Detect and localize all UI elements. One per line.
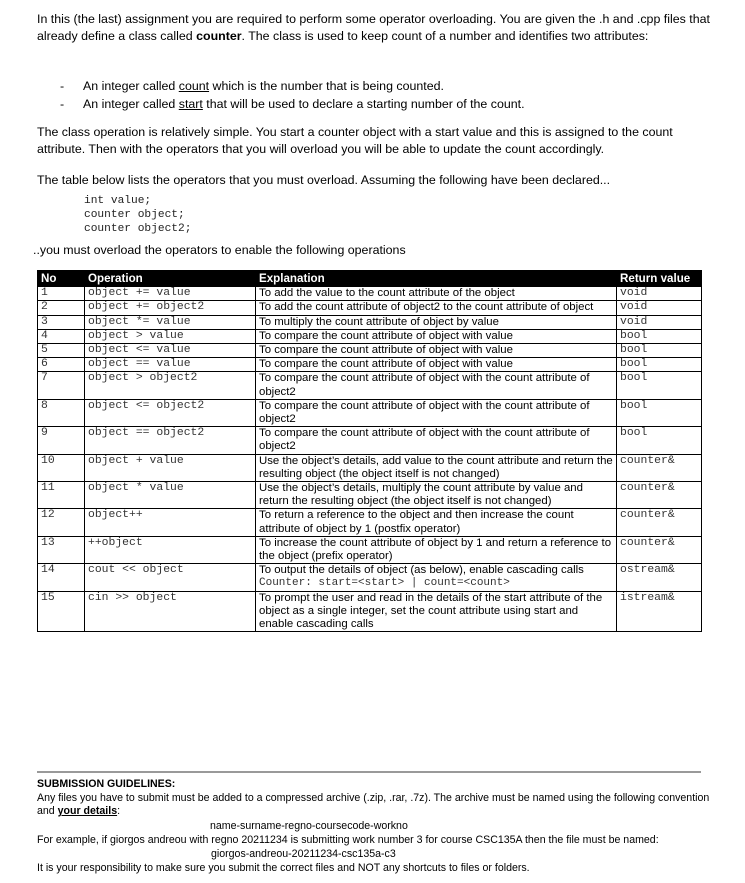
table-row (38, 399, 702, 426)
row-return-value: bool (617, 427, 702, 454)
row-explanation-text: To compare the count attribute of object with the count attribute of object2 (259, 372, 590, 398)
bullet-dash: - (60, 97, 65, 111)
guidelines-your-details: your details (57, 805, 118, 817)
responsibility-note: It is your responsibility to make sure you submit the correct files and NOT any shortcuts to files or folders. (37, 862, 530, 874)
operators-table (37, 270, 702, 632)
attribute-list (60, 77, 525, 113)
row-number: 15 (38, 591, 85, 632)
row-explanation (256, 427, 617, 454)
list-item-term: start (178, 97, 203, 111)
row-explanation-text: Use the object’s details, multiply the count attribute by value and return the resulting object (the object itself is not changed) (259, 482, 583, 508)
row-return-value: bool (617, 399, 702, 426)
row-operation: cout << object (85, 564, 256, 591)
row-return-value: bool (617, 344, 702, 358)
row-return-value: bool (617, 329, 702, 343)
table-row (38, 329, 702, 343)
table-body (38, 287, 702, 632)
naming-example: For example, if giorgos andreou with regno 20211234 is submitting work number 3 for course CSC135A then the file must be named: (37, 834, 659, 846)
list-item-after: which is the number that is being counted. (209, 79, 444, 93)
code-line: int value; (84, 195, 152, 207)
list-item-term: count (178, 79, 210, 93)
code-line: counter object2; (84, 223, 192, 235)
operation-paragraph: The class operation is relatively simple. You start a counter object with a start value and this is assigned to the count attribute. Then with the operators that you will overload you will be able to update the count accordingly. (37, 125, 673, 157)
row-explanation-text: To compare the count attribute of object with the count attribute of object2 (259, 427, 590, 453)
row-operation: object + value (85, 454, 256, 481)
row-explanation-text: To return a reference to the object and then increase the count attribute of object by 1 (postfix operator) (259, 509, 574, 535)
row-number: 7 (38, 372, 85, 399)
table-row (38, 591, 702, 632)
row-explanation (256, 454, 617, 481)
row-explanation (256, 358, 617, 372)
row-operation: object == object2 (85, 427, 256, 454)
row-return-value: counter& (617, 454, 702, 481)
row-explanation (256, 372, 617, 399)
row-number: 1 (38, 287, 85, 301)
row-explanation (256, 287, 617, 301)
row-explanation-text: To compare the count attribute of object with value (259, 344, 513, 357)
declaration-code-block (84, 194, 191, 236)
example-filename: giorgos-andreou-20211234-csc135a-c3 (211, 848, 396, 860)
section-divider (37, 771, 701, 773)
row-number: 3 (38, 315, 85, 329)
list-item-before: An integer called (83, 79, 179, 93)
row-explanation-text: To increase the count attribute of object by 1 and return a reference to the object (prefix operator) (259, 536, 612, 563)
row-explanation (256, 399, 617, 426)
guidelines-title: SUBMISSION GUIDELINES: (37, 778, 176, 790)
header-return-value: Return value (617, 271, 702, 287)
row-explanation-text: To add the value to the count attribute of the object (259, 287, 515, 300)
row-number: 12 (38, 509, 85, 536)
row-number: 2 (38, 301, 85, 315)
row-explanation (256, 315, 617, 329)
table-row (38, 315, 702, 329)
naming-convention: name-surname-regno-coursecode-workno (210, 820, 408, 832)
list-item (60, 95, 525, 113)
row-explanation (256, 329, 617, 343)
row-return-value: void (617, 301, 702, 315)
table-row (38, 564, 702, 591)
table-row (38, 536, 702, 563)
row-number: 5 (38, 344, 85, 358)
row-return-value: ostream& (617, 564, 702, 591)
row-operation: object > value (85, 329, 256, 343)
list-item-text (83, 95, 525, 113)
row-explanation (256, 301, 617, 315)
intro-bold-counter: counter (196, 29, 242, 44)
row-operation: object *= value (85, 315, 256, 329)
intro-text-2: . The class is used to keep count of a number and identifies two attributes: (241, 29, 649, 44)
row-number: 6 (38, 358, 85, 372)
list-item-before: An integer called (83, 97, 179, 111)
row-operation: object * value (85, 482, 256, 509)
row-explanation-text: To compare the count attribute of object with value (259, 358, 513, 371)
row-number: 8 (38, 399, 85, 426)
table-row (38, 358, 702, 372)
row-return-value: bool (617, 372, 702, 399)
row-explanation-text: To output the details of object (as below), enable cascading calls (259, 564, 584, 577)
intro-text-1: In this (the last) assignment you are required to perform some operator overloading. You are given the .h and .cpp files that already define a class called (37, 12, 710, 44)
list-item-text (83, 77, 444, 95)
row-operation: cin >> object (85, 591, 256, 632)
row-output-format: Counter: start=<start> | count=<count> (259, 577, 510, 590)
row-explanation (256, 509, 617, 536)
row-number: 10 (38, 454, 85, 481)
row-explanation (256, 591, 617, 632)
row-return-value: bool (617, 358, 702, 372)
row-return-value: void (617, 315, 702, 329)
row-explanation (256, 536, 617, 563)
row-explanation-text: To prompt the user and read in the details of the start attribute of the object as a single integer, set the count attribute using start and enable cascading calls (259, 591, 603, 631)
row-return-value: counter& (617, 482, 702, 509)
overload-paragraph: ..you must overload the operators to enable the following operations (33, 243, 406, 257)
row-explanation (256, 564, 617, 591)
header-explanation: Explanation (256, 271, 617, 287)
row-operation: object += object2 (85, 301, 256, 315)
row-explanation-text: To add the count attribute of object2 to the count attribute of object (259, 301, 594, 314)
header-operation: Operation (85, 271, 256, 287)
intro-paragraph (37, 11, 717, 45)
row-explanation-text: Use the object’s details, add value to the count attribute and return the resulting object (the object itself is not changed) (259, 454, 613, 480)
row-number: 4 (38, 329, 85, 343)
guidelines-text (37, 792, 727, 818)
row-operation: object == value (85, 358, 256, 372)
table-row (38, 287, 702, 301)
list-item (60, 77, 525, 95)
table-row (38, 509, 702, 536)
row-operation: object++ (85, 509, 256, 536)
table-row (38, 301, 702, 315)
table-row (38, 454, 702, 481)
row-return-value: counter& (617, 509, 702, 536)
table-header-row (38, 271, 702, 287)
row-return-value: counter& (617, 536, 702, 563)
row-number: 14 (38, 564, 85, 591)
row-operation: object <= object2 (85, 399, 256, 426)
row-number: 13 (38, 536, 85, 563)
row-operation: object > object2 (85, 372, 256, 399)
table-row (38, 427, 702, 454)
row-explanation-text: To multiply the count attribute of object by value (259, 315, 499, 328)
row-return-value: istream& (617, 591, 702, 632)
row-operation: object += value (85, 287, 256, 301)
table-row (38, 344, 702, 358)
guidelines-text-after: : (117, 805, 121, 817)
row-return-value: void (617, 287, 702, 301)
row-number: 9 (38, 427, 85, 454)
row-number: 11 (38, 482, 85, 509)
row-operation: ++object (85, 536, 256, 563)
row-explanation (256, 482, 617, 509)
row-explanation-text: To compare the count attribute of object with value (259, 329, 513, 342)
table-row (38, 372, 702, 399)
guidelines-text-before: Any files you have to submit must be added to a compressed archive (.zip, .rar, .7z). The archive must be named using the following convention and (37, 792, 710, 817)
list-item-after: that will be used to declare a starting number of the count. (202, 97, 525, 111)
bullet-dash: - (60, 79, 65, 93)
row-explanation-text: To compare the count attribute of object with the count attribute of object2 (259, 399, 590, 426)
header-no: No (38, 271, 85, 287)
row-explanation (256, 344, 617, 358)
code-line: counter object; (84, 209, 185, 221)
table-row (38, 482, 702, 509)
table-intro-paragraph: The table below lists the operators that you must overload. Assuming the following have been declared... (37, 173, 611, 187)
row-operation: object <= value (85, 344, 256, 358)
